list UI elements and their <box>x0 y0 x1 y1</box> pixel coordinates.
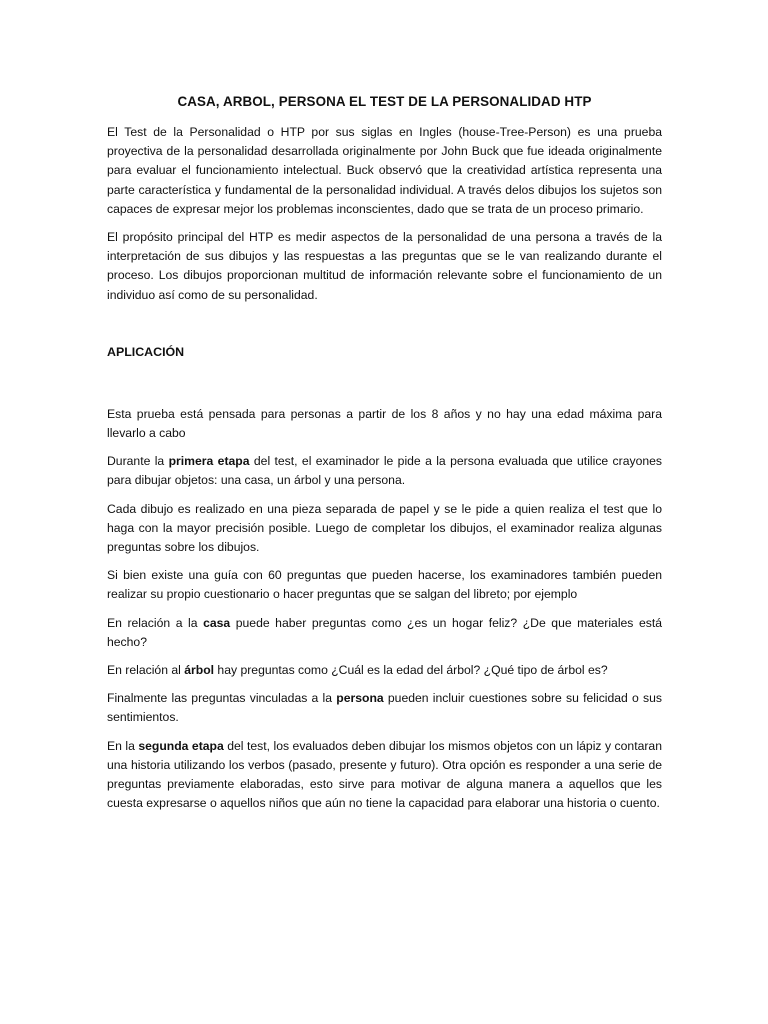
paragraph-arbol-rest: hay preguntas como ¿Cuál es la edad del árbol? ¿Qué tipo de árbol es? <box>214 663 608 678</box>
document-page <box>107 92 662 822</box>
paragraph-casa-lead: En relación a la <box>107 615 204 630</box>
paragraph-arbol <box>107 661 662 680</box>
paragraph-persona-lead: Finalmente las preguntas vinculadas a la <box>107 691 337 706</box>
paragraph-second-stage <box>107 737 662 814</box>
document-title: CASA, ARBOL, PERSONA EL TEST DE LA PERSONALIDAD HTP <box>177 94 592 109</box>
paragraph-persona <box>107 689 662 727</box>
paragraph-arbol-lead: En relación al <box>107 663 185 678</box>
paragraph-arbol-bold: árbol <box>184 663 215 678</box>
paragraph-casa-bold: casa <box>203 615 231 630</box>
paragraph-persona-bold: persona <box>336 691 384 706</box>
paragraph-first-stage-rest: del test, el examinador le pide a la persona evaluada que utilice crayones para dibujar objetos: una casa, un árbol y una persona. <box>107 454 663 488</box>
paragraph-second-stage-rest: del test, los evaluados deben dibujar los mismos objetos con un lápiz y contaran una historia utilizando los verbos (pasado, presente y futuro). Otra opción es responder a una serie de preguntas previamente elaboradas, esto sirve para motivar de alguna manera a aquellos que les cuesta expresarse o aquellos niños que aún no tiene la capacidad para elaborar una historia o cuento. <box>107 738 662 811</box>
paragraph-first-stage-lead: Durante la <box>107 454 169 469</box>
paragraph-drawing: Cada dibujo es realizado en una pieza separada de papel y se le pide a quien realiza el test que lo haga con la mayor precisión posible. Luego de completar los dibujos, el examinador realiza algunas preguntas sobre los dibujos. <box>107 501 662 555</box>
paragraph-first-stage-bold: primera etapa <box>168 454 250 469</box>
section-heading-aplicacion: APLICACIÓN <box>107 344 185 359</box>
intro-paragraph-1: El Test de la Personalidad o HTP por sus siglas en Ingles (house-Tree-Person) es una prueba proyectiva de la personalidad desarrollada originalmente por John Buck que fue ideada originalmente para evaluar el funcionamiento intelectual. Buck observó que la creatividad artística representa una parte característica y fundamental de la personalidad individual. A través delos dibujos los sujetos son capaces de expresar mejor los problemas inconscientes, dado que se trata de un proceso primario. <box>107 125 662 216</box>
paragraph-age: Esta prueba está pensada para personas a partir de los 8 años y no hay una edad máxima para llevarlo a cabo <box>107 406 662 441</box>
paragraph-casa <box>107 614 662 652</box>
spacer <box>107 362 662 405</box>
paragraph-second-stage-bold: segunda etapa <box>138 738 224 753</box>
paragraph-casa-rest: puede haber preguntas como ¿es un hogar feliz? ¿De que materiales está hecho? <box>107 615 662 649</box>
intro-paragraph-2: El propósito principal del HTP es medir aspectos de la personalidad de una persona a través de la interpretación de sus dibujos y las respuestas a las preguntas que se le van realizando durante el proceso. Los dibujos proporcionan multitud de información relevante sobre el funcionamiento de un individuo así como de su personalidad. <box>107 230 662 302</box>
paragraph-guide: Si bien existe una guía con 60 preguntas que pueden hacerse, los examinadores también pueden realizar su propio cuestionario o hacer preguntas que se salgan del libreto; por ejemplo <box>107 568 662 602</box>
paragraph-second-stage-lead: En la <box>107 738 139 753</box>
paragraph-first-stage <box>107 452 662 490</box>
paragraph-persona-rest: pueden incluir cuestiones sobre su felicidad o sus sentimientos. <box>107 691 663 725</box>
